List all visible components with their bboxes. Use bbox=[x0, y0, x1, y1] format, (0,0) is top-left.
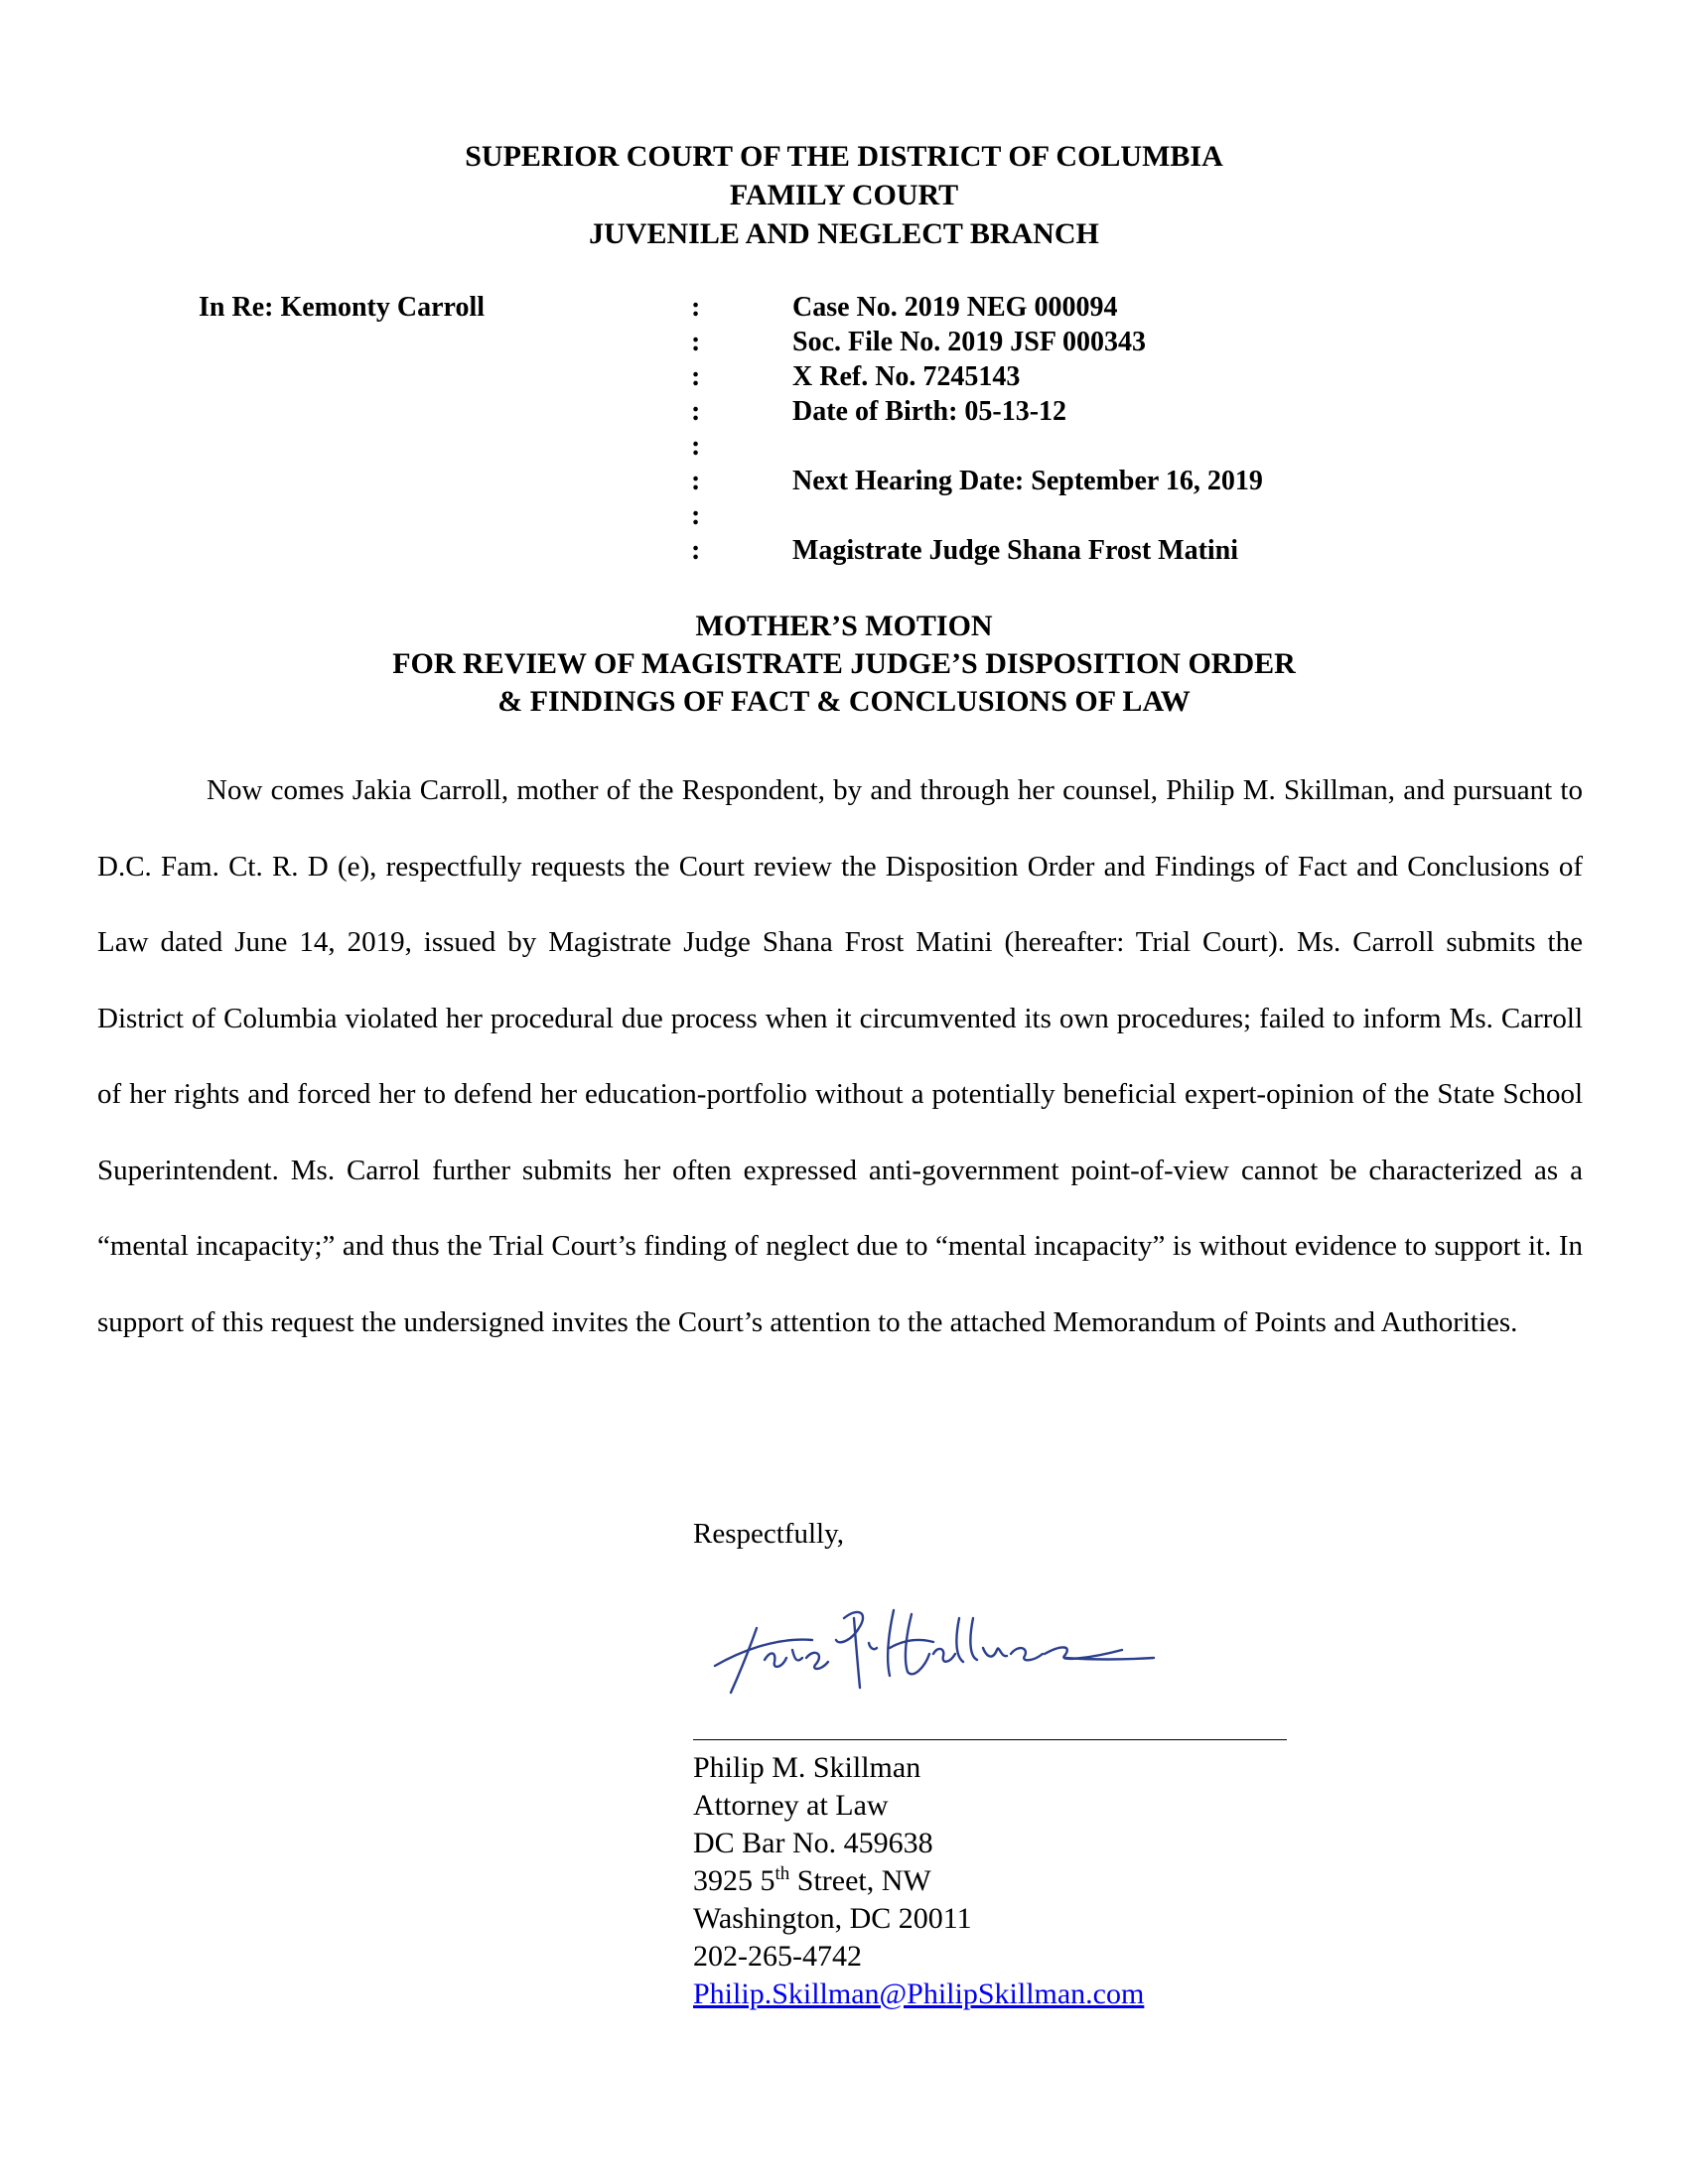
motion-body-paragraph: Now comes Jakia Carroll, mother of the Respondent, by and through her counsel, Philip M. Skillman, and pursuant to D.C. Fam. Ct. R. D (e), respectfully requests the Court review the Disposition Order and Findings of Fact and Conclusions of Law dated June 14, 2019, issued by Magistrate Judge Shana Frost Matini (hereafter: Trial Court). Ms. Carroll submits the District of Columbia violated her procedural due process when it circumvented its own procedures; failed to inform Ms. Carroll of her rights and forced her to defend her education-portfolio without a potentially beneficial expert-opinion of the State School Superintendent. Ms. Carrol further submits her often expressed anti-government point-of-view cannot be characterized as a “mental incapacity;” and thus the Trial Court’s finding of neglect due to “mental incapacity” is without evidence to support it. In support of this request the undersigned invites the Court’s attention to the attached Memorandum of Points and Authorities. bbox=[97, 774, 1583, 1338]
attorney-signature-block bbox=[693, 1749, 1144, 2013]
street-number: 3925 5 bbox=[693, 1864, 775, 1897]
case-number: Case No. 2019 NEG 000094 bbox=[792, 292, 1118, 323]
motion-title-line: & FINDINGS OF FACT & CONCLUSIONS OF LAW bbox=[497, 685, 1191, 718]
caption-colon: : bbox=[691, 535, 701, 566]
caption-colon: : bbox=[691, 500, 701, 531]
street-ordinal: th bbox=[774, 1863, 790, 1884]
court-division: FAMILY COURT bbox=[729, 179, 959, 211]
attorney-role: Attorney at Law bbox=[693, 1789, 889, 1822]
caption-colon: : bbox=[691, 466, 701, 496]
caption-spacer bbox=[792, 429, 1263, 464]
caption-colon: : bbox=[691, 431, 701, 462]
caption-colon: : bbox=[691, 292, 701, 323]
court-name: SUPERIOR COURT OF THE DISTRICT OF COLUMBIA bbox=[465, 140, 1223, 173]
magistrate-judge: Magistrate Judge Shana Frost Matini bbox=[792, 535, 1239, 566]
next-hearing-date: Next Hearing Date: September 16, 2019 bbox=[792, 466, 1263, 496]
motion-title-line: FOR REVIEW OF MAGISTRATE JUDGE’S DISPOSITION ORDER bbox=[392, 647, 1296, 680]
caption-colon: : bbox=[691, 327, 701, 357]
attorney-email-wrapper bbox=[693, 1976, 1144, 2013]
street-name: Street, NW bbox=[789, 1864, 931, 1897]
court-branch: JUVENILE AND NEGLECT BRANCH bbox=[589, 217, 1099, 250]
attorney-email-link[interactable]: Philip.Skillman@PhilipSkillman.com bbox=[693, 1978, 1145, 2010]
attorney-phone: 202-265-4742 bbox=[693, 1940, 862, 1973]
soc-file-number: Soc. File No. 2019 JSF 000343 bbox=[792, 327, 1146, 357]
x-ref-number: X Ref. No. 7245143 bbox=[792, 361, 1021, 392]
court-header bbox=[0, 137, 1688, 253]
attorney-bar-number: DC Bar No. 459638 bbox=[693, 1827, 933, 1859]
closing-salutation: Respectfully, bbox=[693, 1518, 844, 1550]
attorney-city: Washington, DC 20011 bbox=[693, 1902, 972, 1935]
caption-details bbox=[792, 290, 1263, 568]
date-of-birth: Date of Birth: 05-13-12 bbox=[792, 396, 1067, 427]
motion-title-line: MOTHER’S MOTION bbox=[695, 610, 993, 642]
handwritten-signature bbox=[695, 1588, 1172, 1707]
caption-colon: : bbox=[691, 396, 701, 427]
motion-title bbox=[0, 608, 1688, 721]
attorney-name: Philip M. Skillman bbox=[693, 1751, 921, 1784]
caption-colon: : bbox=[691, 361, 701, 392]
attorney-street bbox=[693, 1862, 1144, 1900]
signature-line bbox=[693, 1739, 1287, 1740]
caption-party: In Re: Kemonty Carroll bbox=[199, 292, 485, 323]
caption-colons bbox=[691, 290, 700, 568]
caption-spacer bbox=[792, 498, 1263, 533]
